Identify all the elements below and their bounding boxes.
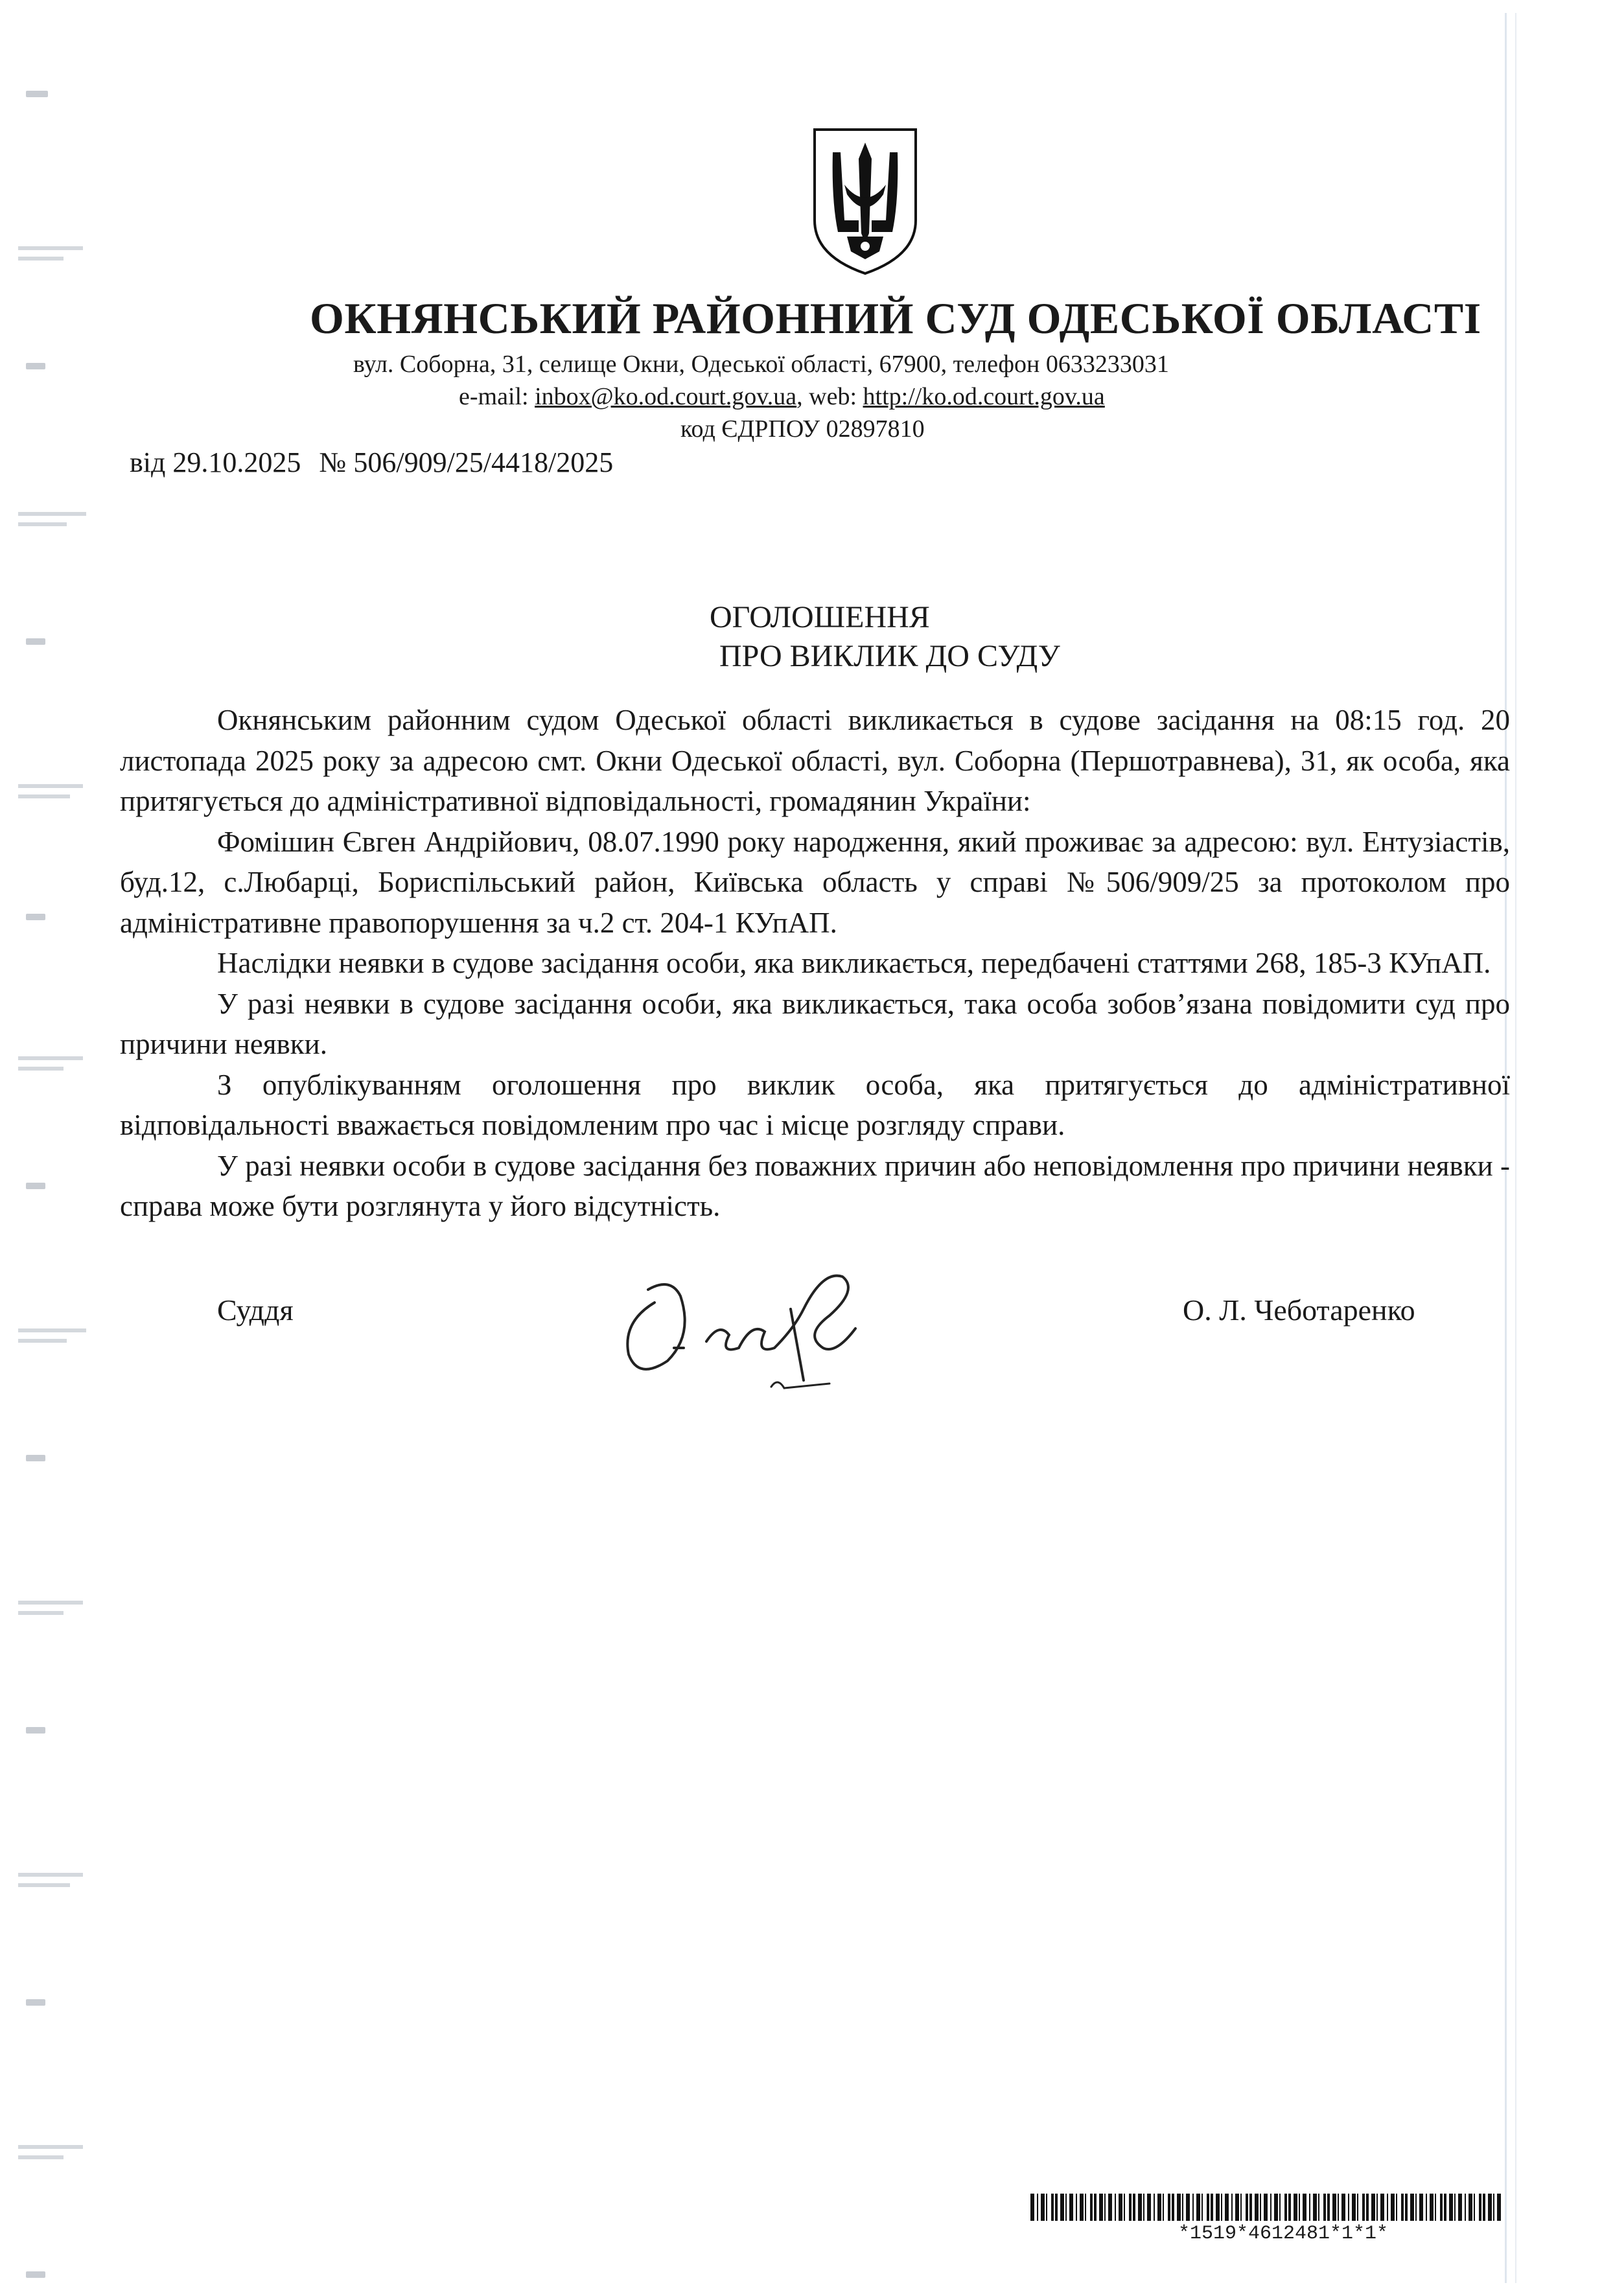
trident-emblem-icon [807,123,923,279]
scan-margin-mark [18,1322,89,1367]
barcode-text: *1519*4612481*1*1* [1178,2223,1389,2245]
paragraph: Фомішин Євген Андрійович, 08.07.1990 року народження, який проживає за адресою: вул. Ентузіастів, буд.12, с.Любарці, Бориспільський район, Київська область у справі №506/909/25 за протоколом про адміністративне правопорушення за ч.2 ст. 204-1 КУпАП. [120,825,1510,939]
paragraph: З опублікуванням оголошення про виклик особа, яка притягується до адміністративної відповідальності вважається повідомленим про час і місце розгляду справи. [120,1068,1510,1141]
scan-margin-mark [18,2139,89,2184]
scan-edge-line [1515,13,1516,2283]
email-label: e-mail: [459,383,535,410]
document-date: від 29.10.2025 [130,446,301,478]
email-link[interactable]: inbox@ko.od.court.gov.ua [535,383,797,410]
document-title: ОГОЛОШЕННЯ [710,600,930,634]
court-name: ОКНЯНСЬКИЙ РАЙОННИЙ СУД ОДЕСЬКОЇ ОБЛАСТІ [310,294,1481,343]
paragraph: Наслідки неявки в судове засідання особи, яка викликається, передбачені статтями 268, 185-3 КУпАП. [217,947,1491,979]
scan-margin-mark [18,240,89,285]
scan-margin-mark [26,914,45,920]
scan-margin-mark [18,1050,89,1095]
scan-margin-mark [18,778,89,823]
scan-margin-mark [26,2271,45,2278]
web-link[interactable]: http://ko.od.court.gov.ua [863,383,1105,410]
scan-margin-mark [18,505,89,551]
scan-margin-mark [18,1866,89,1912]
document-subtitle: ПРО ВИКЛИК ДО СУДУ [719,639,1060,673]
web-label: , web: [796,383,863,410]
barcode-icon [1030,2194,1503,2221]
scan-margin-mark [26,1727,45,1734]
handwritten-signature-icon [609,1251,894,1400]
scan-margin-mark [26,91,48,97]
announcement-body [120,700,1510,1227]
paragraph: Окнянським районним судом Одеської області викликається в судове засідання на 08:15 год. 20 листопада 2025 року за адресою смт. Окни Одеської області, вул. Соборна (Першотравнева), 31, як особа, яка притягується до адміністративної відповідальності, громадянин України: [120,704,1510,817]
document-number: № 506/909/25/4418/2025 [319,446,614,478]
court-contacts [459,382,1105,411]
scan-margin-mark [26,1455,45,1461]
scan-margin-mark [26,638,45,645]
judge-role: Суддя [217,1293,294,1327]
court-edrpou: код ЄДРПОУ 02897810 [680,415,925,443]
paragraph: У разі неявки в судове засідання особи, яка викликається, така особа зобов’язана повідомити суд про причини неявки. [120,987,1510,1060]
scan-margin-mark [26,363,45,369]
scan-margin-mark [26,1999,45,2006]
paragraph: У разі неявки особи в судове засідання без поважних причин або неповідомлення про причини неявки - справа може бути розглянута у його відсутність. [120,1149,1510,1222]
scan-margin-mark [18,1594,89,1640]
court-address: вул. Соборна, 31, селище Окни, Одеської області, 67900, телефон 0633233031 [353,351,1169,378]
document-reference [130,446,613,479]
scan-margin-mark [26,1183,45,1189]
judge-name: О. Л. Чеботаренко [1183,1293,1415,1327]
